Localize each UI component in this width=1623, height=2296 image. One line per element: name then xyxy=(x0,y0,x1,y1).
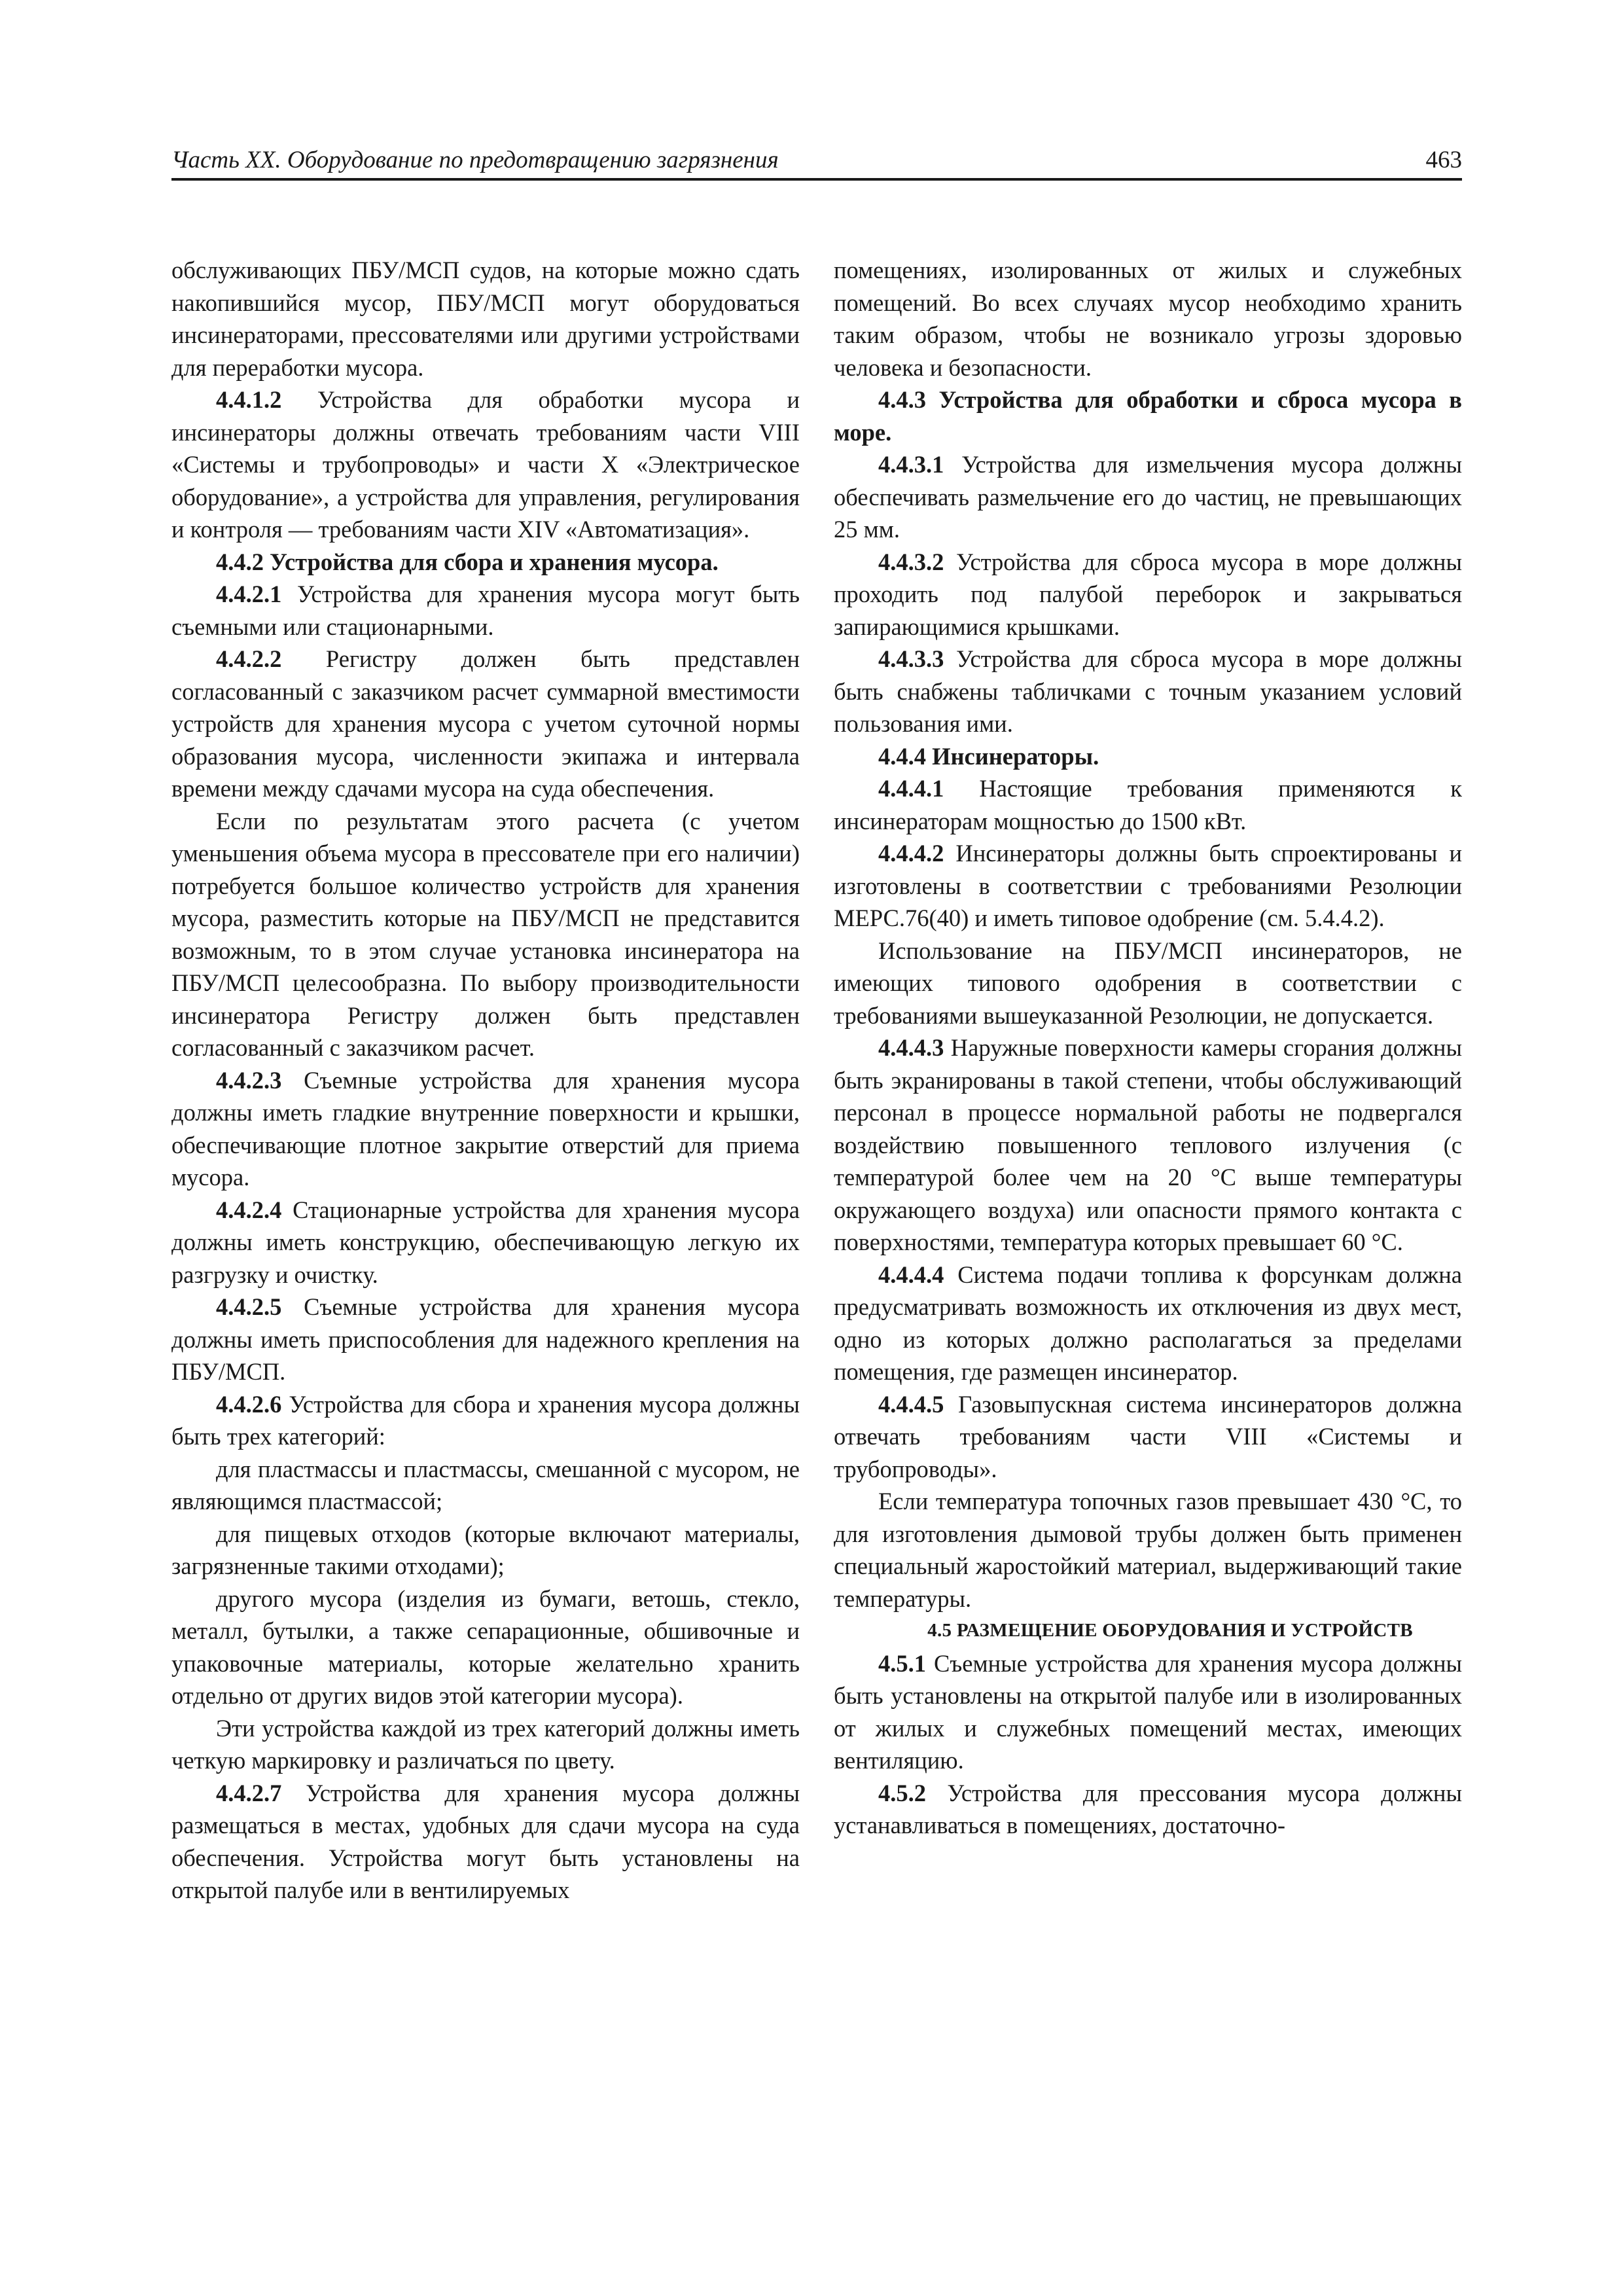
paragraph: 4.4.4.1 Настоящие требования применяются к инсинераторам мощностью до 1500 кВт. xyxy=(834,775,1462,834)
paragraph: 4.4.2.3 Съемные устройства для хранения мусора должны иметь гладкие внутренние поверхности и крышки, обеспечивающие плотное закрытие отверстий для приема мусора. xyxy=(171,1066,800,1191)
paragraph: 4.4.1.2 Устройства для обработки мусора и инсинераторы должны отвечать требованиям части VIII «Системы и трубопроводы» и части X «Электрическое оборудование», а устройства для управления, регулирования и контроля — требованиям части XIV «Автоматизация». xyxy=(171,386,800,543)
clause-number: 4.4.4.5 xyxy=(878,1390,944,1418)
clause-number: 4.4.3.2 xyxy=(878,548,944,575)
paragraph: Если по результатам этого расчета (с учетом уменьшения объема мусора в прессователе при его наличии) потребуется большое количество устройств для хранения мусора, разместить которые на ПБУ/МСП не представится возможным, то в этом случае установка инсинератора на ПБУ/МСП целесообразна. По выбору производительности инсинератора Регистру должен быть представлен согласованный с заказчиком расчет. xyxy=(171,807,800,1061)
list-item: для пищевых отходов (которые включают материалы, загрязненные такими отходами); xyxy=(171,1520,800,1579)
paragraph: 4.4.3.1 Устройства для измельчения мусора должны обеспечивать размельчение его до частиц, не превышающих 25 мм. xyxy=(834,451,1462,543)
clause-number: 4.4.2.1 xyxy=(216,581,282,607)
right-column xyxy=(834,254,1462,1842)
clause-number: 4.4.2.7 xyxy=(216,1779,282,1806)
clause-number: 4.4.4.4 xyxy=(878,1261,944,1288)
paragraph: помещениях, изолированных от жилых и служебных помещений. Во всех случаях мусор необходимо хранить таким образом, чтобы не возникало угрозы здоровью человека и безопасности. xyxy=(834,257,1462,381)
paragraph: 4.5.1 Съемные устройства для хранения мусора должны быть установлены на открытой палубе или в изолированных от жилых и служебных помещений местах, имеющих вентиляцию. xyxy=(834,1649,1462,1774)
paragraph: 4.4.4.4 Система подачи топлива к форсункам должна предусматривать возможность их отключения из двух мест, одно из которых должно располагаться за пределами помещения, где размещен инсинератор. xyxy=(834,1261,1462,1385)
page-header xyxy=(171,143,1462,178)
clause-number: 4.4.2.3 xyxy=(216,1066,282,1094)
paragraph: обслуживающих ПБУ/МСП судов, на которые можно сдать накопившийся мусор, ПБУ/МСП могут оборудоваться инсинераторами, прессователями или другими устройствами для переработки мусора. xyxy=(171,257,800,381)
paragraph: Эти устройства каждой из трех категорий должны иметь четкую маркировку и различаться по цвету. xyxy=(171,1714,800,1774)
clause-number: 4.4.3.1 xyxy=(878,451,944,478)
clause-number: 4.4.2.5 xyxy=(216,1293,282,1320)
header-rule xyxy=(171,178,1462,181)
list-item: для пластмассы и пластмассы, смешанной с мусором, не являющимся пластмассой; xyxy=(171,1455,800,1515)
clause-number: 4.4.1.2 xyxy=(216,386,282,413)
paragraph: 4.4.2.2 Регистру должен быть представлен согласованный с заказчиком расчет суммарной вместимости устройств для хранения мусора с учетом суточной нормы образования мусора, численности экипажа и интервала времени между сдачами мусора на суда обеспечения. xyxy=(171,645,800,802)
paragraph: 4.4.3.2 Устройства для сброса мусора в море должны проходить под палубой переборок и закрываться запирающимися крышками. xyxy=(834,548,1462,640)
clause-number: 4.4.2.4 xyxy=(216,1196,282,1223)
paragraph: 4.5.2 Устройства для прессования мусора должны устанавливаться в помещениях, достаточно- xyxy=(834,1779,1462,1839)
paragraph: Использование на ПБУ/МСП инсинераторов, не имеющих типового одобрения в соответствии с требованиями вышеуказанной Резолюции, не допускается. xyxy=(834,937,1462,1029)
paragraph: 4.4.2.4 Стационарные устройства для хранения мусора должны иметь конструкцию, обеспечивающую легкую их разгрузку и очистку. xyxy=(171,1196,800,1288)
page-number: 463 xyxy=(1425,147,1462,173)
list-item: другого мусора (изделия из бумаги, ветошь, стекло, металл, бутылки, а также сепарационные, обшивочные и упаковочные материалы, которые желательно хранить отдельно от других видов этой категории мусора). xyxy=(171,1585,800,1709)
paragraph: 4.4.3.3 Устройства для сброса мусора в море должны быть снабжены табличками с точным указанием условий пользования ими. xyxy=(834,645,1462,737)
paragraph: Если температура топочных газов превышает 430 °С, то для изготовления дымовой трубы должен быть применен специальный жаростойкий материал, выдерживающий такие температуры. xyxy=(834,1488,1462,1612)
paragraph: 4.4.2.6 Устройства для сбора и хранения мусора должны быть трех категорий: xyxy=(171,1390,800,1450)
subsection-heading: 4.4.2 Устройства для сбора и хранения мусора. xyxy=(216,548,719,575)
paragraph: 4.4.4.3 Наружные поверхности камеры сгорания должны быть экранированы в такой степени, чтобы обслуживающий персонал в процессе нормальной работы не подвергался воздействию повышенного теплового излучения (с температурой более чем на 20 °С выше температуры окружающего воздуха) или опасности прямого контакта с поверхностями, температура которых превышает 60 °С. xyxy=(834,1034,1462,1255)
clause-number: 4.4.3.3 xyxy=(878,645,944,672)
paragraph: 4.4.4.5 Газовыпускная система инсинераторов должна отвечать требованиям части VIII «Системы и трубопроводы». xyxy=(834,1390,1462,1482)
paragraph: 4.4.4.2 Инсинераторы должны быть спроектированы и изготовлены в соответствии с требованиями Резолюции МЕРС.76(40) и иметь типовое одобрение (см. 5.4.4.2). xyxy=(834,840,1462,931)
subsection-heading: 4.4.3 Устройства для обработки и сброса мусора в море. xyxy=(834,386,1462,446)
running-title: Часть XX. Оборудование по предотвращению загрязнения xyxy=(171,147,779,173)
subsection-heading: 4.4.4 Инсинераторы. xyxy=(878,742,1099,770)
clause-number: 4.4.2.6 xyxy=(216,1390,282,1418)
clause-number: 4.5.1 xyxy=(878,1649,926,1677)
clause-number: 4.5.2 xyxy=(878,1779,926,1806)
left-column xyxy=(171,254,800,1907)
clause-number: 4.4.4.3 xyxy=(878,1034,944,1061)
clause-number: 4.4.4.1 xyxy=(878,775,944,802)
section-title: 4.5 РАЗМЕЩЕНИЕ ОБОРУДОВАНИЯ И УСТРОЙСТВ xyxy=(927,1620,1413,1641)
clause-number: 4.4.2.2 xyxy=(216,645,282,672)
paragraph: 4.4.2.7 Устройства для хранения мусора должны размещаться в местах, удобных для сдачи мусора на суда обеспечения. Устройства могут быть установлены на открытой палубе или в вентилируемых xyxy=(171,1779,800,1903)
clause-number: 4.4.4.2 xyxy=(878,840,944,867)
paragraph: 4.4.2.1 Устройства для хранения мусора могут быть съемными или стационарными. xyxy=(171,581,800,640)
paragraph: 4.4.2.5 Съемные устройства для хранения мусора должны иметь приспособления для надежного крепления на ПБУ/МСП. xyxy=(171,1293,800,1385)
